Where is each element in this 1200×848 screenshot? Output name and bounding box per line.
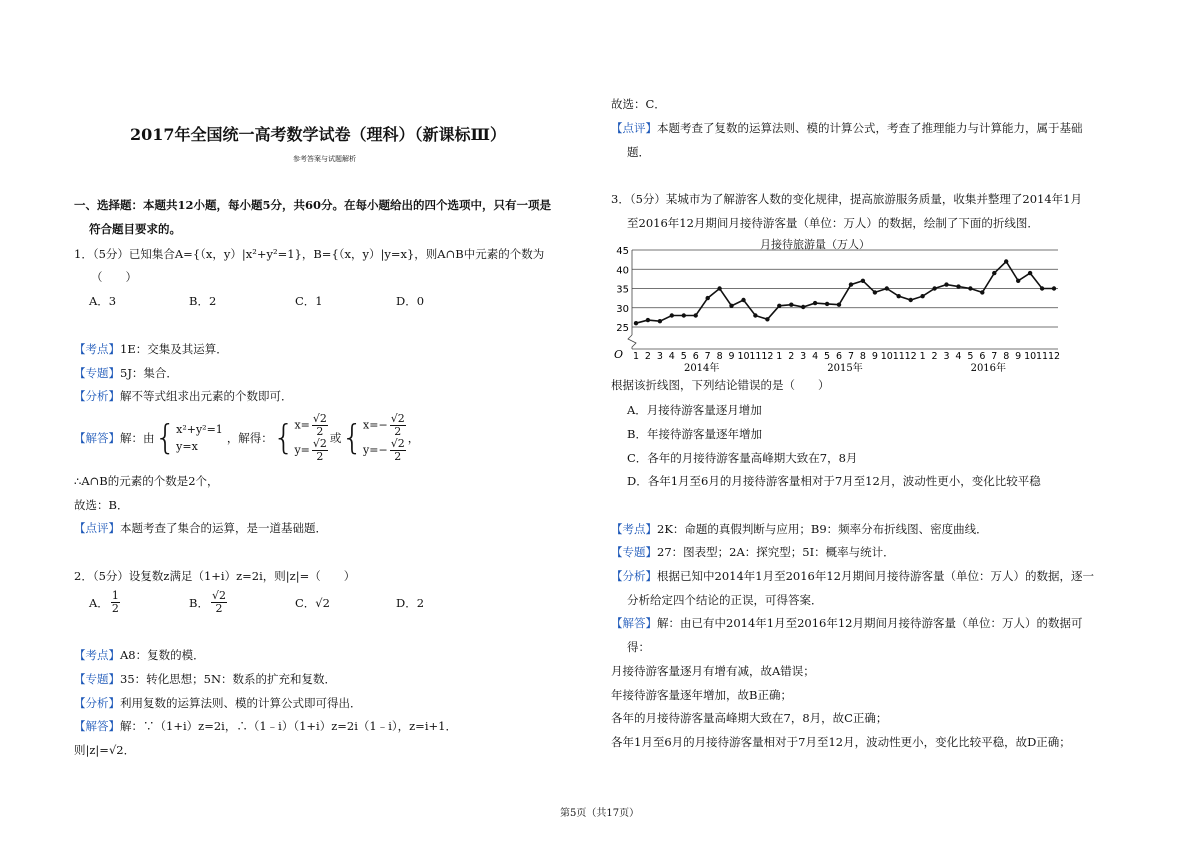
- chart-data-point: [861, 279, 865, 283]
- chart-data-point: [741, 298, 745, 302]
- q1-dianping: 【点评】本题考查了集合的运算，是一道基础题．: [74, 521, 327, 535]
- chart-x-tick-label: 7: [991, 351, 998, 362]
- chart-x-tick-label: 10: [1024, 351, 1037, 362]
- chart-data-point: [706, 296, 710, 300]
- q1-stem-cont: （ ）: [91, 270, 137, 284]
- q1-answer: 故选：B．: [74, 498, 129, 512]
- chart-data-point: [670, 313, 674, 317]
- q3-question: 根据该折线图，下列结论错误的是（ ）: [611, 378, 830, 392]
- q1-option-b: B．2: [189, 294, 217, 308]
- chart-x-tick-label: 8: [859, 351, 866, 362]
- chart-data-point: [1016, 279, 1020, 283]
- chart-data-point: [944, 282, 948, 286]
- chart-x-tick-label: 12: [1047, 351, 1061, 362]
- chart-data-point: [777, 304, 781, 308]
- q3-stem-cont: 至2016年12月期间月接待游客量（单位：万人）的数据，绘制了下面的折线图．: [627, 216, 1039, 230]
- q1-fenxi: 【分析】解不等式组求出元素的个数即可．: [74, 389, 293, 403]
- chart-y-tick-label: 25: [616, 323, 629, 334]
- chart-x-tick-label: 4: [812, 351, 819, 362]
- chart-x-tick-label: 1: [919, 351, 926, 362]
- chart-data-point: [801, 305, 805, 309]
- chart-data-point: [789, 303, 793, 307]
- q2-option-b: B． $\frac{√2}{2}$: [189, 589, 226, 615]
- q2-stem: 2．（5分）设复数z满足（1+i）z=2i，则|z|=（ ）: [74, 569, 356, 583]
- chart-x-tick-label: 2: [788, 351, 795, 362]
- chart-x-tick-label: 11: [1036, 351, 1049, 362]
- chart-title: 月接待旅游量（万人）: [760, 238, 870, 251]
- q1-zhuanti: 【专题】5J：集合．: [74, 366, 178, 380]
- chart-data-point: [1004, 259, 1008, 263]
- chart-year-label: 2015年: [827, 363, 863, 374]
- chart-data-point: [885, 286, 889, 290]
- chart-year-label: 2016年: [970, 363, 1007, 374]
- chart-x-tick-label: 10: [880, 351, 893, 362]
- q3-reason-b: 年接待游客量逐年增加，故B正确；: [611, 688, 792, 702]
- chart-origin-label: O: [614, 348, 624, 361]
- page-subtitle: 参考答案与试题解析: [293, 155, 356, 163]
- chart-x-tick-label: 3: [800, 351, 807, 362]
- chart-x-tick-label: 8: [716, 351, 723, 362]
- chart-data-point: [956, 284, 960, 288]
- q2-modulus: 则|z|=√2．: [74, 743, 136, 757]
- q3-option-d: D．各年1月至6月的月接待游客量相对于7月至12月，波动性更小，变化比较平稳: [627, 474, 1041, 488]
- chart-x-tick-label: 3: [943, 351, 950, 362]
- chart-data-point: [1028, 271, 1032, 275]
- chart-x-tick-label: 11: [892, 351, 905, 362]
- chart-y-tick-label: 40: [616, 265, 629, 277]
- chart-data-point: [1040, 286, 1044, 290]
- chart-data-point: [682, 313, 686, 317]
- chart-x-tick-label: 9: [871, 351, 878, 362]
- q3-fenxi: 【分析】根据已知中2014年1月至2016年12月期间月接待游客量（单位：万人）的数据，逐一: [611, 569, 1094, 583]
- q2-dianping: 【点评】本题考查了复数的运算法则、模的计算公式，考查了推理能力与计算能力，属于基础: [611, 121, 1083, 135]
- q2-answer: 故选：C．: [611, 97, 666, 111]
- chart-y-tick-label: 30: [616, 303, 629, 315]
- q1-option-a: A．3: [89, 294, 117, 308]
- chart-x-tick-label: 5: [967, 351, 974, 362]
- page-number: 第5页（共17页）: [560, 808, 640, 819]
- chart-data-point: [837, 303, 841, 307]
- q2-dianping-cont: 题．: [627, 145, 650, 159]
- q2-option-d: D．2: [396, 596, 425, 610]
- chart-x-tick-label: 3: [656, 351, 663, 362]
- q3-option-c: C．各年的月接待游客量高峰期大致在7，8月: [627, 451, 858, 465]
- q1-conclusion: ∴A∩B的元素的个数是2个，: [74, 474, 219, 488]
- chart-data-point: [825, 302, 829, 306]
- q3-reason-a: 月接待游客量逐月有增有减，故A错误；: [611, 664, 815, 678]
- chart-x-tick-label: 1: [632, 351, 640, 362]
- chart-x-tick-label: 11: [749, 351, 762, 362]
- chart-data-point: [634, 321, 638, 325]
- chart-data-point: [694, 313, 698, 317]
- chart-data-point: [873, 290, 877, 294]
- chart-data-point: [717, 286, 721, 290]
- chart-x-tick-label: 12: [904, 351, 917, 362]
- chart-x-tick-label: 7: [847, 351, 854, 362]
- chart-data-point: [980, 290, 984, 294]
- q3-jieda-cont: 得：: [627, 640, 650, 654]
- chart-x-tick-label: 6: [836, 351, 843, 362]
- chart-y-tick-label: 45: [616, 246, 629, 257]
- q3-reason-c: 各年的月接待游客量高峰期大致在7，8月，故C正确；: [611, 711, 888, 725]
- chart-x-tick-label: 1: [776, 351, 783, 362]
- chart-data-point: [729, 304, 733, 308]
- chart-x-tick-label: 9: [1015, 351, 1022, 362]
- q2-kaodian: 【考点】A8：复数的模．: [74, 648, 205, 662]
- chart-x-tick-label: 6: [692, 351, 699, 362]
- chart-data-point: [968, 286, 972, 290]
- q1-kaodian: 【考点】1E：交集及其运算．: [74, 342, 228, 356]
- chart-data-point: [897, 294, 901, 298]
- chart-data-point: [658, 319, 662, 323]
- chart-x-tick-label: 5: [824, 351, 831, 362]
- chart-x-tick-label: 7: [704, 351, 711, 362]
- chart-data-point: [920, 294, 924, 298]
- page-title: 2017年全国统一高考数学试卷（理科）（新课标Ⅲ）: [130, 125, 507, 144]
- chart-series-line: [636, 262, 1054, 324]
- chart-x-tick-label: 12: [761, 351, 774, 362]
- chart-y-tick-label: 35: [616, 284, 629, 296]
- q3-fenxi-cont: 分析给定四个结论的正误，可得答案．: [627, 593, 823, 607]
- chart-data-point: [753, 313, 757, 317]
- chart-data-point: [765, 317, 769, 321]
- chart-data-point: [909, 298, 913, 302]
- q3-zhuanti: 【专题】27：图表型；2A：探究型；5I：概率与统计．: [611, 545, 895, 559]
- chart-data-point: [849, 282, 853, 286]
- chart-x-tick-label: 2: [644, 351, 651, 362]
- line-chart: [606, 245, 1066, 377]
- section-heading-cont: 符合题目要求的。: [89, 222, 181, 236]
- q3-option-b: B．年接待游客量逐年增加: [627, 427, 762, 441]
- chart-x-tick-label: 8: [1003, 351, 1010, 362]
- chart-data-point: [1052, 286, 1056, 290]
- chart-x-tick-label: 9: [728, 351, 735, 362]
- q1-jieda: 【解答】 解：由 { x²+y²=1 y=x ，解得： { x= $\frac{√2}{2}$ y= $\frac{√2}{2}$ 或 { x=− $\frac{√2}{2}$ y=− $\frac{√2}{2}$ ，: [74, 412, 420, 463]
- chart-year-label: 2014年: [683, 363, 720, 374]
- q3-jieda: 【解答】解：由已有中2014年1月至2016年12月期间月接待游客量（单位：万人）的数据可: [611, 616, 1083, 630]
- chart-axis-break: [628, 335, 636, 349]
- chart-x-tick-label: 5: [680, 351, 687, 362]
- q3-stem: 3．（5分）某城市为了解游客人数的变化规律，提高旅游服务质量，收集并整理了2014年1月: [611, 192, 1082, 206]
- q3-option-a: A．月接待游客量逐月增加: [627, 403, 762, 417]
- chart-data-point: [813, 301, 817, 305]
- q3-reason-d: 各年1月至6月的月接待游客量相对于7月至12月，波动性更小，变化比较平稳，故D正确；: [611, 735, 1071, 749]
- chart-x-tick-label: 10: [737, 351, 750, 362]
- chart-x-tick-label: 4: [955, 351, 962, 362]
- q2-zhuanti: 【专题】35：转化思想；5N：数系的扩充和复数．: [74, 672, 337, 686]
- q2-option-a: A． $\frac{1}{2}$: [89, 589, 119, 615]
- q1-stem: 1．（5分）已知集合A={（x，y）|x²+y²=1}，B={（x，y）|y=x}，则A∩B中元素的个数为: [74, 247, 545, 261]
- chart-x-tick-label: 6: [979, 351, 986, 362]
- q1-option-c: C．1: [295, 294, 323, 308]
- q3-kaodian: 【考点】2K：命题的真假判断与应用；B9：频率分布折线图、密度曲线．: [611, 522, 988, 536]
- chart-data-point: [932, 286, 936, 290]
- section-heading: 一、选择题：本题共12小题，每小题5分，共60分。在每小题给出的四个选项中，只有一项是: [74, 198, 552, 212]
- q1-option-d: D．0: [396, 294, 425, 308]
- chart-data-point: [992, 271, 996, 275]
- chart-data-point: [646, 318, 650, 322]
- q2-fenxi: 【分析】利用复数的运算法则、模的计算公式即可得出．: [74, 696, 362, 710]
- q2-jieda: 【解答】解：∵（1+i）z=2i，∴（1﹣i）（1+i）z=2i（1﹣i），z=i+1．: [74, 719, 457, 733]
- q2-option-c: C．√2: [295, 596, 330, 610]
- chart-x-tick-label: 2: [931, 351, 938, 362]
- chart-x-tick-label: 4: [668, 351, 675, 362]
